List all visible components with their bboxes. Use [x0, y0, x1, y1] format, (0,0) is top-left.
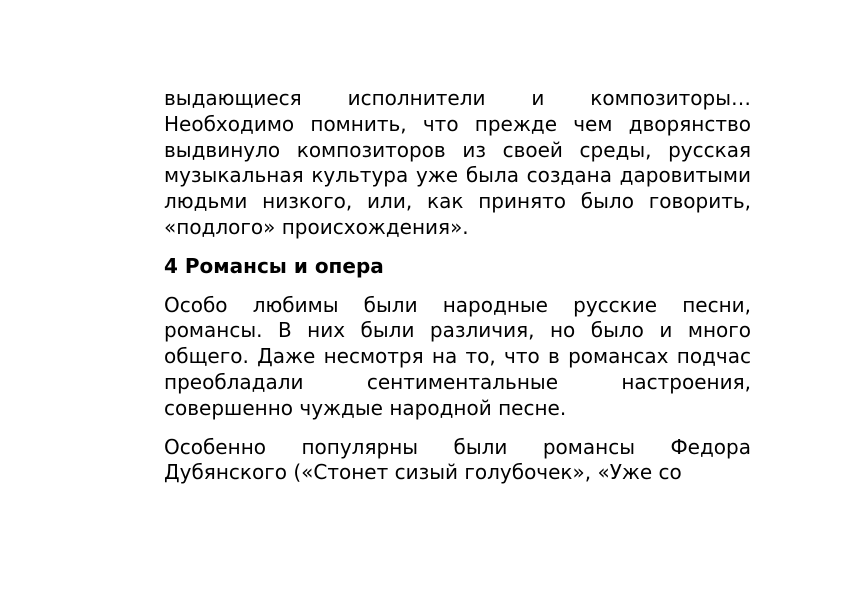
section-heading: 4 Романсы и опера	[164, 253, 384, 278]
document-body	[164, 86, 751, 486]
paragraph-quote-ending: выдающиеся исполнители и композиторы… Необходимо помнить, что прежде чем дворянство выдвинуло композиторов из своей среды, русская музыкальная культура уже была создана даровитыми людьми низкого, или, как принято было говорить, «подлого» происхождения».	[164, 86, 751, 239]
paragraph-folk-songs: Особо любимы были народные русские песни, романсы. В них были различия, но было и много общего. Даже несмотря на то, что в романсах подчас преобладали сентиментальные настроения, совершенно чуждые народной песне.	[164, 292, 751, 420]
paragraph-dubyansky: Особенно популярны были романсы Федора Дубянского («Стонет сизый голубочек», «Уже со	[164, 434, 751, 485]
